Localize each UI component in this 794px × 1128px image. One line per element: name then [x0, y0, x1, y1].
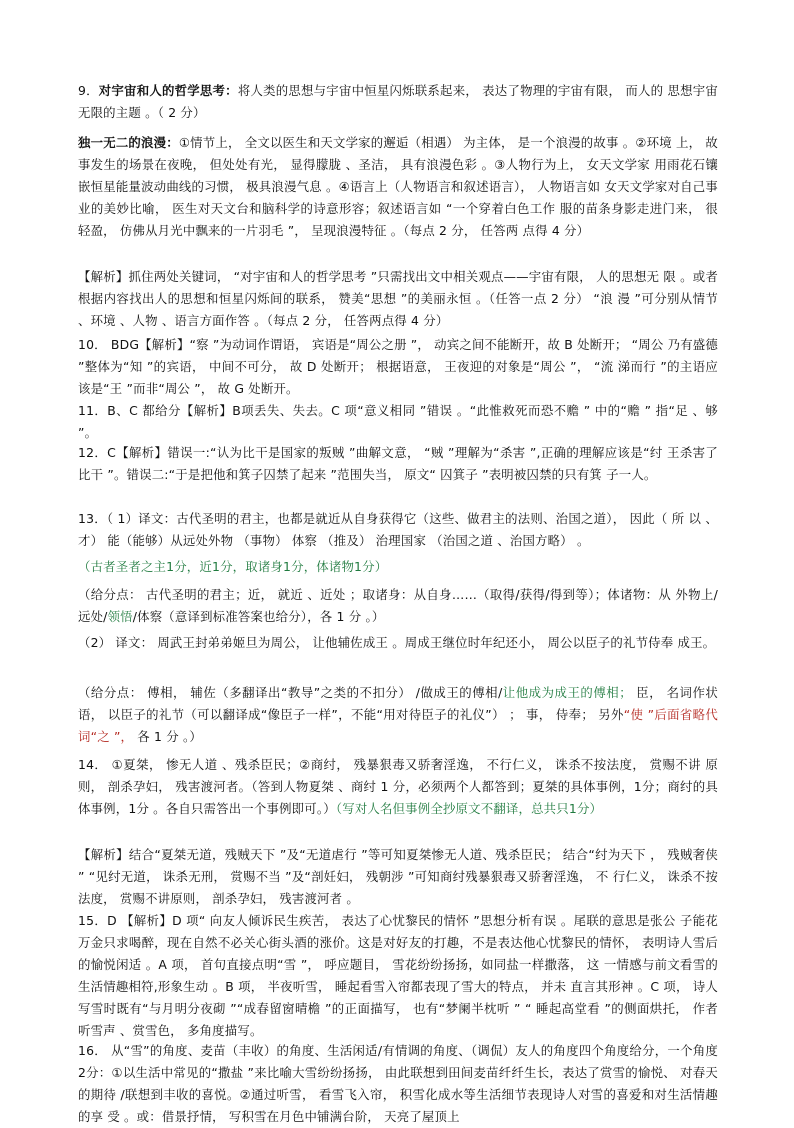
q13-scoring-1: [78, 584, 718, 628]
romance-label: 独一无二的浪漫：: [78, 135, 179, 150]
q13-score1-text-b: /体察（意译到标准答案也给分），各 1 分 。）: [132, 609, 385, 624]
analysis-q9: 【解析】抓住两处关键词， “对宇宙和人的哲学思考 ”只需找出文中相关观点——宇宙有限， 人的思想无 限 。或者根据内容找出人的思想和恒星闪烁间的联系， 赞美“思想 ”的美丽永恒 。（任答一点 2 分） “浪 漫 ”可分别从情节 、环境 、人物 、语言方面作答 。（每点 2 分， 任答两点得 4 分）: [78, 269, 718, 328]
analysis-q14: 【解析】结合“夏桀无道，残贼天下 ”及“无道虐行 ”等可知夏桀惨无人道、残杀臣民； 结合“纣为天下 ， 残贼奢侠 ” “见纣无道， 诛杀无刑， 赏赐不当 ”及“剖妊妇， 残朝涉 ”可知商纣残暴狠毒又骄奢淫逸， 不 行仁义， 诛杀不按法度， 赏赐不讲原则， 剖杀孕妇， 残害渡河者 。: [78, 847, 718, 906]
q9-answer: [78, 80, 718, 124]
q13-translation-2: （2） 译文： 周武王封弟弟姬旦为周公， 让他辅佐成王 。周成王继位时年纪还小， 周公以臣子的礼节侍奉 成王。: [78, 635, 716, 650]
q14-note: （写对人名但事例全抄原文不翻译，总共只1分）: [335, 801, 603, 816]
q11-answer: 11．B、C 都给分【解析】B项丢失、失去。C 项“意义相同 ”错误 。“此惟救死而恐不赡 ” 中的“赡 ” 指“足 、够 ”。: [78, 403, 718, 440]
q16-answer: 16． 从“雪”的角度、麦苗（丰收）的角度、生活闲适/有情调的角度、（调侃）友人的角度四个角度给分，一个角度2分：①以生活中常见的“撒盐 ”来比喻大雪纷纷扬扬， 由此联想到田间麦苗纤纤生长，表达了赏雪的愉悦、 对春天的期待 /联想到丰收的喜悦。②通过听雪， 看雪飞入帘， 积雪化成水等生活细节表现诗人对雪的喜爱和对生活情趣的享 受 。或：借景抒情， 写积雪在月色中铺满台阶， 天亮了屋顶上: [78, 1043, 718, 1124]
q13-score2-red: “使 ”后面省略代词“之 ”，: [78, 707, 718, 744]
romance-text: ①情节上， 全文以医生和天文学家的邂逅（相遇） 为主体， 是一个浪漫的故事 。②环境 上， 故事发生的场景在夜晚， 但处处有光， 显得朦胧 、圣洁， 具有浪漫色彩 。③人物行为上， 女天文学家 用雨花石镶嵌恒星能量波动曲线的习惯， 极具浪漫气息 。④语言上（人物语言和叙述语言）， 人物语言如 女天文学家对自己事业的美妙比喻， 医生对天文台和脑科学的诗意形容；叙述语言如 “一个穿着白色工作 服的苗条身影走进门来， 很轻盈， 仿佛从月光中飘来的一片羽毛 ”， 呈现浪漫特征 。（每点 2 分， 任答两 点得 4 分）: [78, 135, 718, 238]
q13-scoring-note: （古者圣者之主1分，近1分，取诸身1分，体诸物1分）: [78, 559, 388, 574]
q14-text: 14． ①夏桀， 惨无人道 、残杀臣民；②商纣， 残暴狠毒又骄奢淫逸， 不行仁义， 诛杀不按法度， 赏赐不讲 原则， 剖杀孕妇， 残害渡河者。（答到人物夏桀 、商纣 1 分，必须两个人都答到；夏桀的具体事例，1分；商纣的具体事例，1分 。各自只需答出一个事例即可。）: [78, 757, 718, 816]
q13-score2-green: 让他成为成王的傅相；: [502, 685, 632, 700]
q13-translation-1: 13．（ 1）译文：古代圣明的君主，也都是就近从自身获得它（这些、做君主的法则、治国之道）， 因此（ 所 以 、才） 能（能够）从远处外物 （事物） 体察 （推及） 治理国家 （治国之道 、治国方略） 。: [78, 511, 718, 548]
q9-label: 对宇宙和人的哲学思考：: [98, 83, 238, 98]
q9-number: 9．: [78, 83, 99, 98]
q13-score1-green: 领悟: [107, 609, 133, 624]
q15-answer: 15．D 【解析】D 项“ 向友人倾诉民生疾苦， 表达了心忧黎民的情怀 ”思想分析有误 。尾联的意思是张公 子能花万金只求喝醉，现在自然不必关心街头酒的涨价。这是对好友的打趣，不是表达他心忧黎民的情怀， 表明诗人雪后的愉悦闲适 。A 项， 首句直接点明“雪 ”， 呼应题目， 雪花纷纷扬扬，如同盐一样撒落， 这 一情感与前文看雪的生活情趣相符,形象生动 。B 项， 半夜听雪， 睡起看雪入帘都表现了雪大的特点， 并未 直言其形神 。C 项， 诗人写雪时既有“与月明分夜砌 ”“成春留窗晴檐 ”的正面描写， 也有“梦阑半枕听 ” “ 睡起高堂看 ”的侧面烘托， 作者听雪声 、赏雪色， 多角度描写。: [78, 913, 718, 1038]
q13-score2-text-b: 臣， 名词作状语， 以臣子的礼节（可以翻译成“像臣子一样”，不能“用对待臣子的礼仪”） ； 事， 侍奉； 另外: [78, 685, 719, 722]
q13-score2-text-c: 各 1 分 。）: [133, 729, 202, 744]
q10-answer: 10． BDG【解析】“察 ”为动词作谓语， 宾语是“周公之册 ”， 动宾之间不能断开，故 B 处断开； “周公 乃有盛德 ”整体为“知 ”的宾语， 中间不可分， 故 D 处断开； 根据语意， 王夜迎的对象是“周公 ”， “流 涕而行 ”的主语应该是“王 ”而非“周公 ”， 故 G 处断开。: [78, 337, 718, 396]
q13-score1-text-a: （给分点： 古代圣明的君主；近， 就近 、近处 ；取诸身：从自身……（取得/获得/得到等）；体诸物：从 外物上/远处/: [78, 587, 718, 624]
q13-score2-text-a: （给分点： 傅相， 辅佐（多翻译出“教导”之类的不扣分） /做成王的傅相/: [78, 685, 503, 700]
romance-answer: [78, 132, 718, 242]
q14-answer: [78, 754, 718, 820]
q13-scoring-2: [78, 682, 718, 748]
q9-text: 将人类的思想与宇宙中恒星闪烁联系起来， 表达了物理的宇宙有限， 而人的 思想宇宙无限的主题 。（ 2 分）: [78, 83, 718, 120]
q12-answer: 12．C【解析】错误一:“认为比干是国家的叛贼 ”曲解文意， “贼 ”理解为“杀害 ”,正确的理解应该是“纣 王杀害了比干 ”。错误二:“于是把他和箕子囚禁了起来 ”范围失当， 原文“ 囚箕子 ”表明被囚禁的只有箕 子一人。: [78, 445, 718, 482]
